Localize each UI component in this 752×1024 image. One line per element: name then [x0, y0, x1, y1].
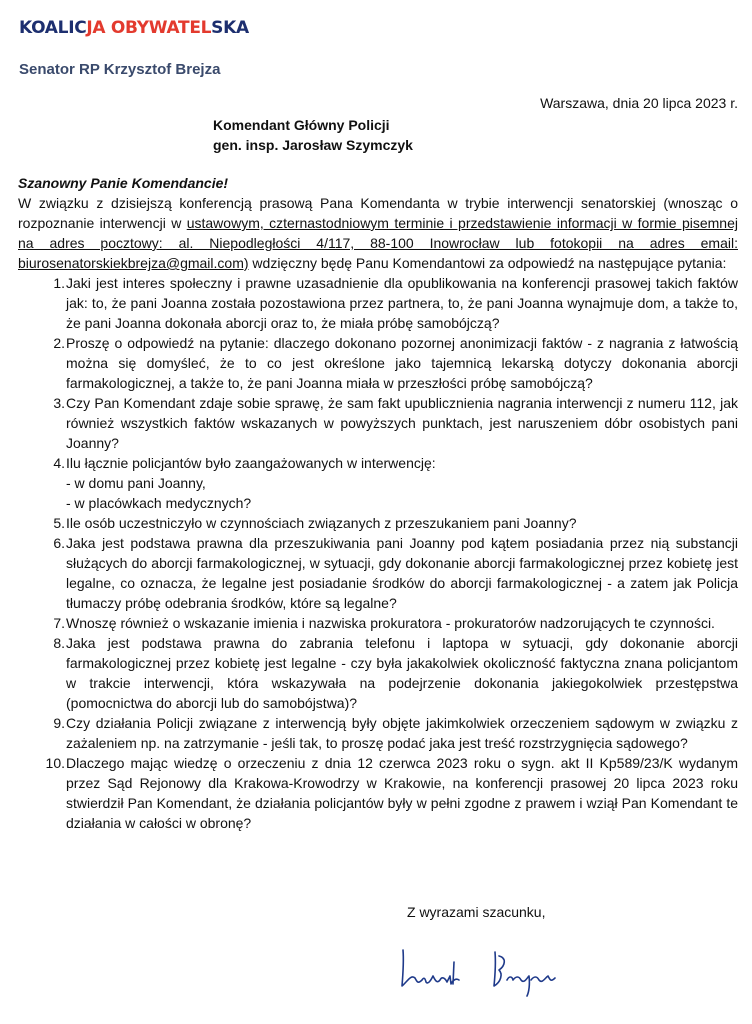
question-item [18, 513, 738, 533]
question-text: Wnoszę również o wskazanie imienia i nazwiska prokuratora - prokuratorów nadzorujących te czynności. [66, 615, 715, 631]
question-item [18, 453, 738, 513]
letter-body [18, 173, 738, 833]
senator-heading: Senator RP Krzysztof Brejza [19, 61, 221, 78]
party-logo [19, 18, 249, 38]
question-number: 5. [53, 515, 65, 531]
question-number: 9. [53, 715, 65, 731]
question-item [18, 533, 738, 613]
question-number: 1. [53, 275, 65, 291]
question-item [18, 613, 738, 633]
question-item [18, 273, 738, 333]
handwritten-signature [395, 940, 570, 1000]
recipient-name: gen. insp. Jarosław Szymczyk [213, 137, 413, 153]
question-item [18, 393, 738, 453]
question-item [18, 713, 738, 753]
intro-text-end: wdzięczny będę Panu Komendantowi za odpowiedź na następujące pytania: [248, 255, 727, 271]
question-number: 7. [53, 615, 65, 631]
recipient-block [213, 115, 413, 155]
question-number: 3. [53, 395, 65, 411]
question-number: 6. [53, 535, 65, 551]
recipient-title: Komendant Główny Policji [213, 117, 390, 133]
question-subitem: - w domu pani Joanny, [66, 475, 206, 491]
question-text-block [66, 453, 738, 513]
question-text: Ilu łącznie policjantów było zaangażowanych w interwencję: [66, 455, 436, 471]
question-number: 4. [53, 455, 65, 471]
intro-paragraph [18, 193, 738, 273]
question-text: Jaki jest interes społeczny i prawne uzasadnienie dla opublikowania na konferencji prasowej takich faktów jak: to, że pani Joanna została pozostawiona przez partnera, to, że pani Joanna wynajmuje dom, a także to, że pani Joanna dokonała aborcji oraz to, że miała próbę samobójczą? [66, 275, 738, 331]
question-item [18, 753, 738, 833]
intro-address-underlined: ustawowym, czternastodniowym terminie i przedstawienie informacji w formie pisemnej na adres pocztowy: al. Niepodległości 4/117, 88-100 Inowrocław lub fotokopii na adres email: biurosenatorskiekbrejza@gmail.com) [18, 215, 738, 271]
question-number: 8. [53, 635, 65, 651]
logo-text-part2: JA OBYWATEL [86, 18, 212, 38]
question-item [18, 633, 738, 713]
question-text: Czy Pan Komendant zdaje sobie sprawę, że sam fakt upublicznienia nagrania interwencji z numeru 112, jak również wszystkich faktów wskazanych w powyższych punktach, jest naruszeniem dóbr osobistych pani Joanny? [66, 395, 738, 451]
question-item [18, 333, 738, 393]
letter-date: Warszawa, dnia 20 lipca 2023 r. [540, 95, 738, 111]
questions-list [18, 273, 738, 833]
question-number: 2. [53, 335, 65, 351]
logo-text-part1: KOALIC [19, 18, 87, 38]
question-subitem: - w placówkach medycznych? [66, 495, 252, 511]
question-text: Jaka jest podstawa prawna do zabrania telefonu i laptopa w sytuacji, gdy dokonanie aborcji farmakologicznej przez kobietę jest legalne - czy była jakakolwiek okoliczność faktyczna znana policjantom w trakcie interwencji, która wskazywała na podejrzenie dokonania jakiegokolwiek przestępstwa (pomocnictwa do aborcji lub do samobójstwa)? [66, 635, 738, 711]
salutation: Szanowny Panie Komendancie! [18, 175, 229, 191]
question-text: Jaka jest podstawa prawna dla przeszukiwania pani Joanny pod kątem posiadania przez nią substancji służących do aborcji farmakologicznej, w sytuacji, gdy dokonanie aborcji farmakologicznej przez kobietę jest legalne, co oznacza, że legalne jest posiadanie środków do aborcji farmakologicznej - a zatem jak Policja tłumaczy próbę odebrania środków, które są legalne? [66, 535, 738, 611]
question-text: Czy działania Policji związane z interwencją były objęte jakimkolwiek orzeczeniem sądowym w związku z zażaleniem np. na zatrzymanie - jeśli tak, to proszę podać jaka jest treść rozstrzygnięcia sądowego? [66, 715, 738, 751]
intro-text-start: W związku z dzisiejszą konferencją prasową Pana Komendanta w trybie interwencji senatorskiej (wnosząc o rozpoznanie interwencji w [18, 195, 738, 231]
question-number: 10. [45, 755, 65, 771]
question-text: Ile osób uczestniczyło w czynnościach związanych z przeszukaniem pani Joanny? [66, 515, 577, 531]
logo-text-part3: SKA [211, 18, 249, 38]
closing-phrase: Z wyrazami szacunku, [407, 904, 546, 920]
question-text: Proszę o odpowiedź na pytanie: dlaczego dokonano pozornej anonimizacji faktów - z nagrania z łatwością można się domyśleć, że to co jest określone jako tajemnicą lekarską dotyczy dokonania aborcji farmakologicznej, a także to, że pani Joanna miała w przeszłości próbę samobójczą? [66, 335, 738, 391]
question-text: Dlaczego mając wiedzę o orzeczeniu z dnia 12 czerwca 2023 roku o sygn. akt II Kp589/23/K wydanym przez Sąd Rejonowy dla Krakowa-Krowodrzy w Krakowie, na konferencji prasowej 20 lipca 2023 roku stwierdził Pan Komendant, że działania policjantów były w pełni zgodne z prawem i wziął Pan Komendant te działania w całości w obronę? [66, 755, 738, 831]
